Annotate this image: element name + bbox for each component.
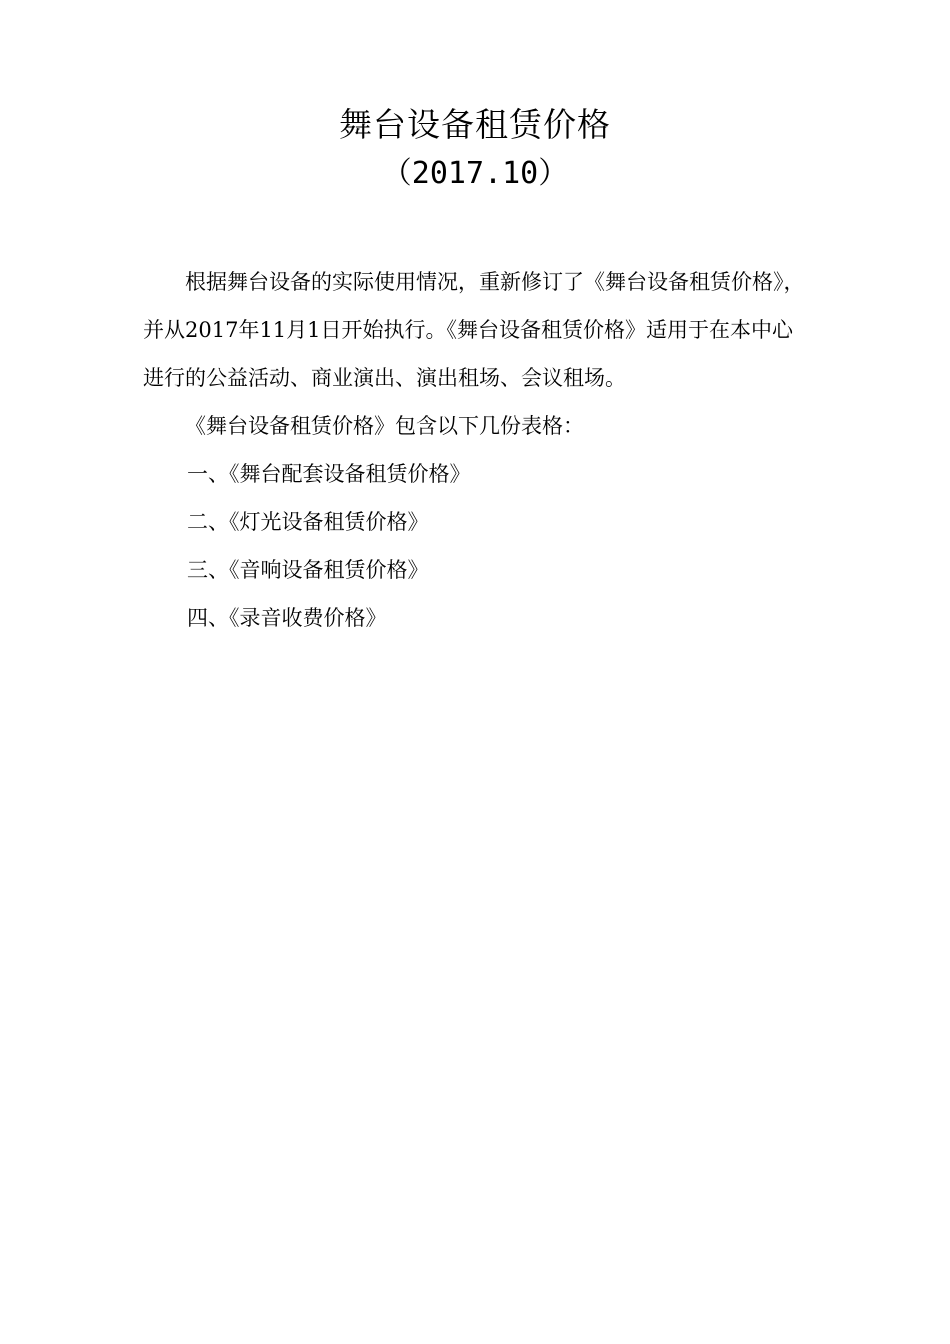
list-item: 三、《音响设备租赁价格》: [187, 558, 429, 582]
contents-intro: 《舞台设备租赁价格》包含以下几份表格：: [185, 414, 584, 438]
list-item: 一、《舞台配套设备租赁价格》: [187, 462, 471, 486]
document-body: [143, 258, 808, 642]
intro-paragraph: 根据舞台设备的实际使用情况，重新修订了《舞台设备租赁价格》，并从2017年11月1日开始执行。《舞台设备租赁价格》适用于在本中心进行的公益活动、商业演出、演出租场、会议租场。: [143, 270, 805, 390]
document-title: 舞台设备租赁价格: [339, 105, 611, 144]
document-date: （2017.10）: [381, 156, 569, 191]
list-item: 四、《录音收费价格》: [187, 606, 387, 630]
list-item: 二、《灯光设备租赁价格》: [187, 510, 429, 534]
